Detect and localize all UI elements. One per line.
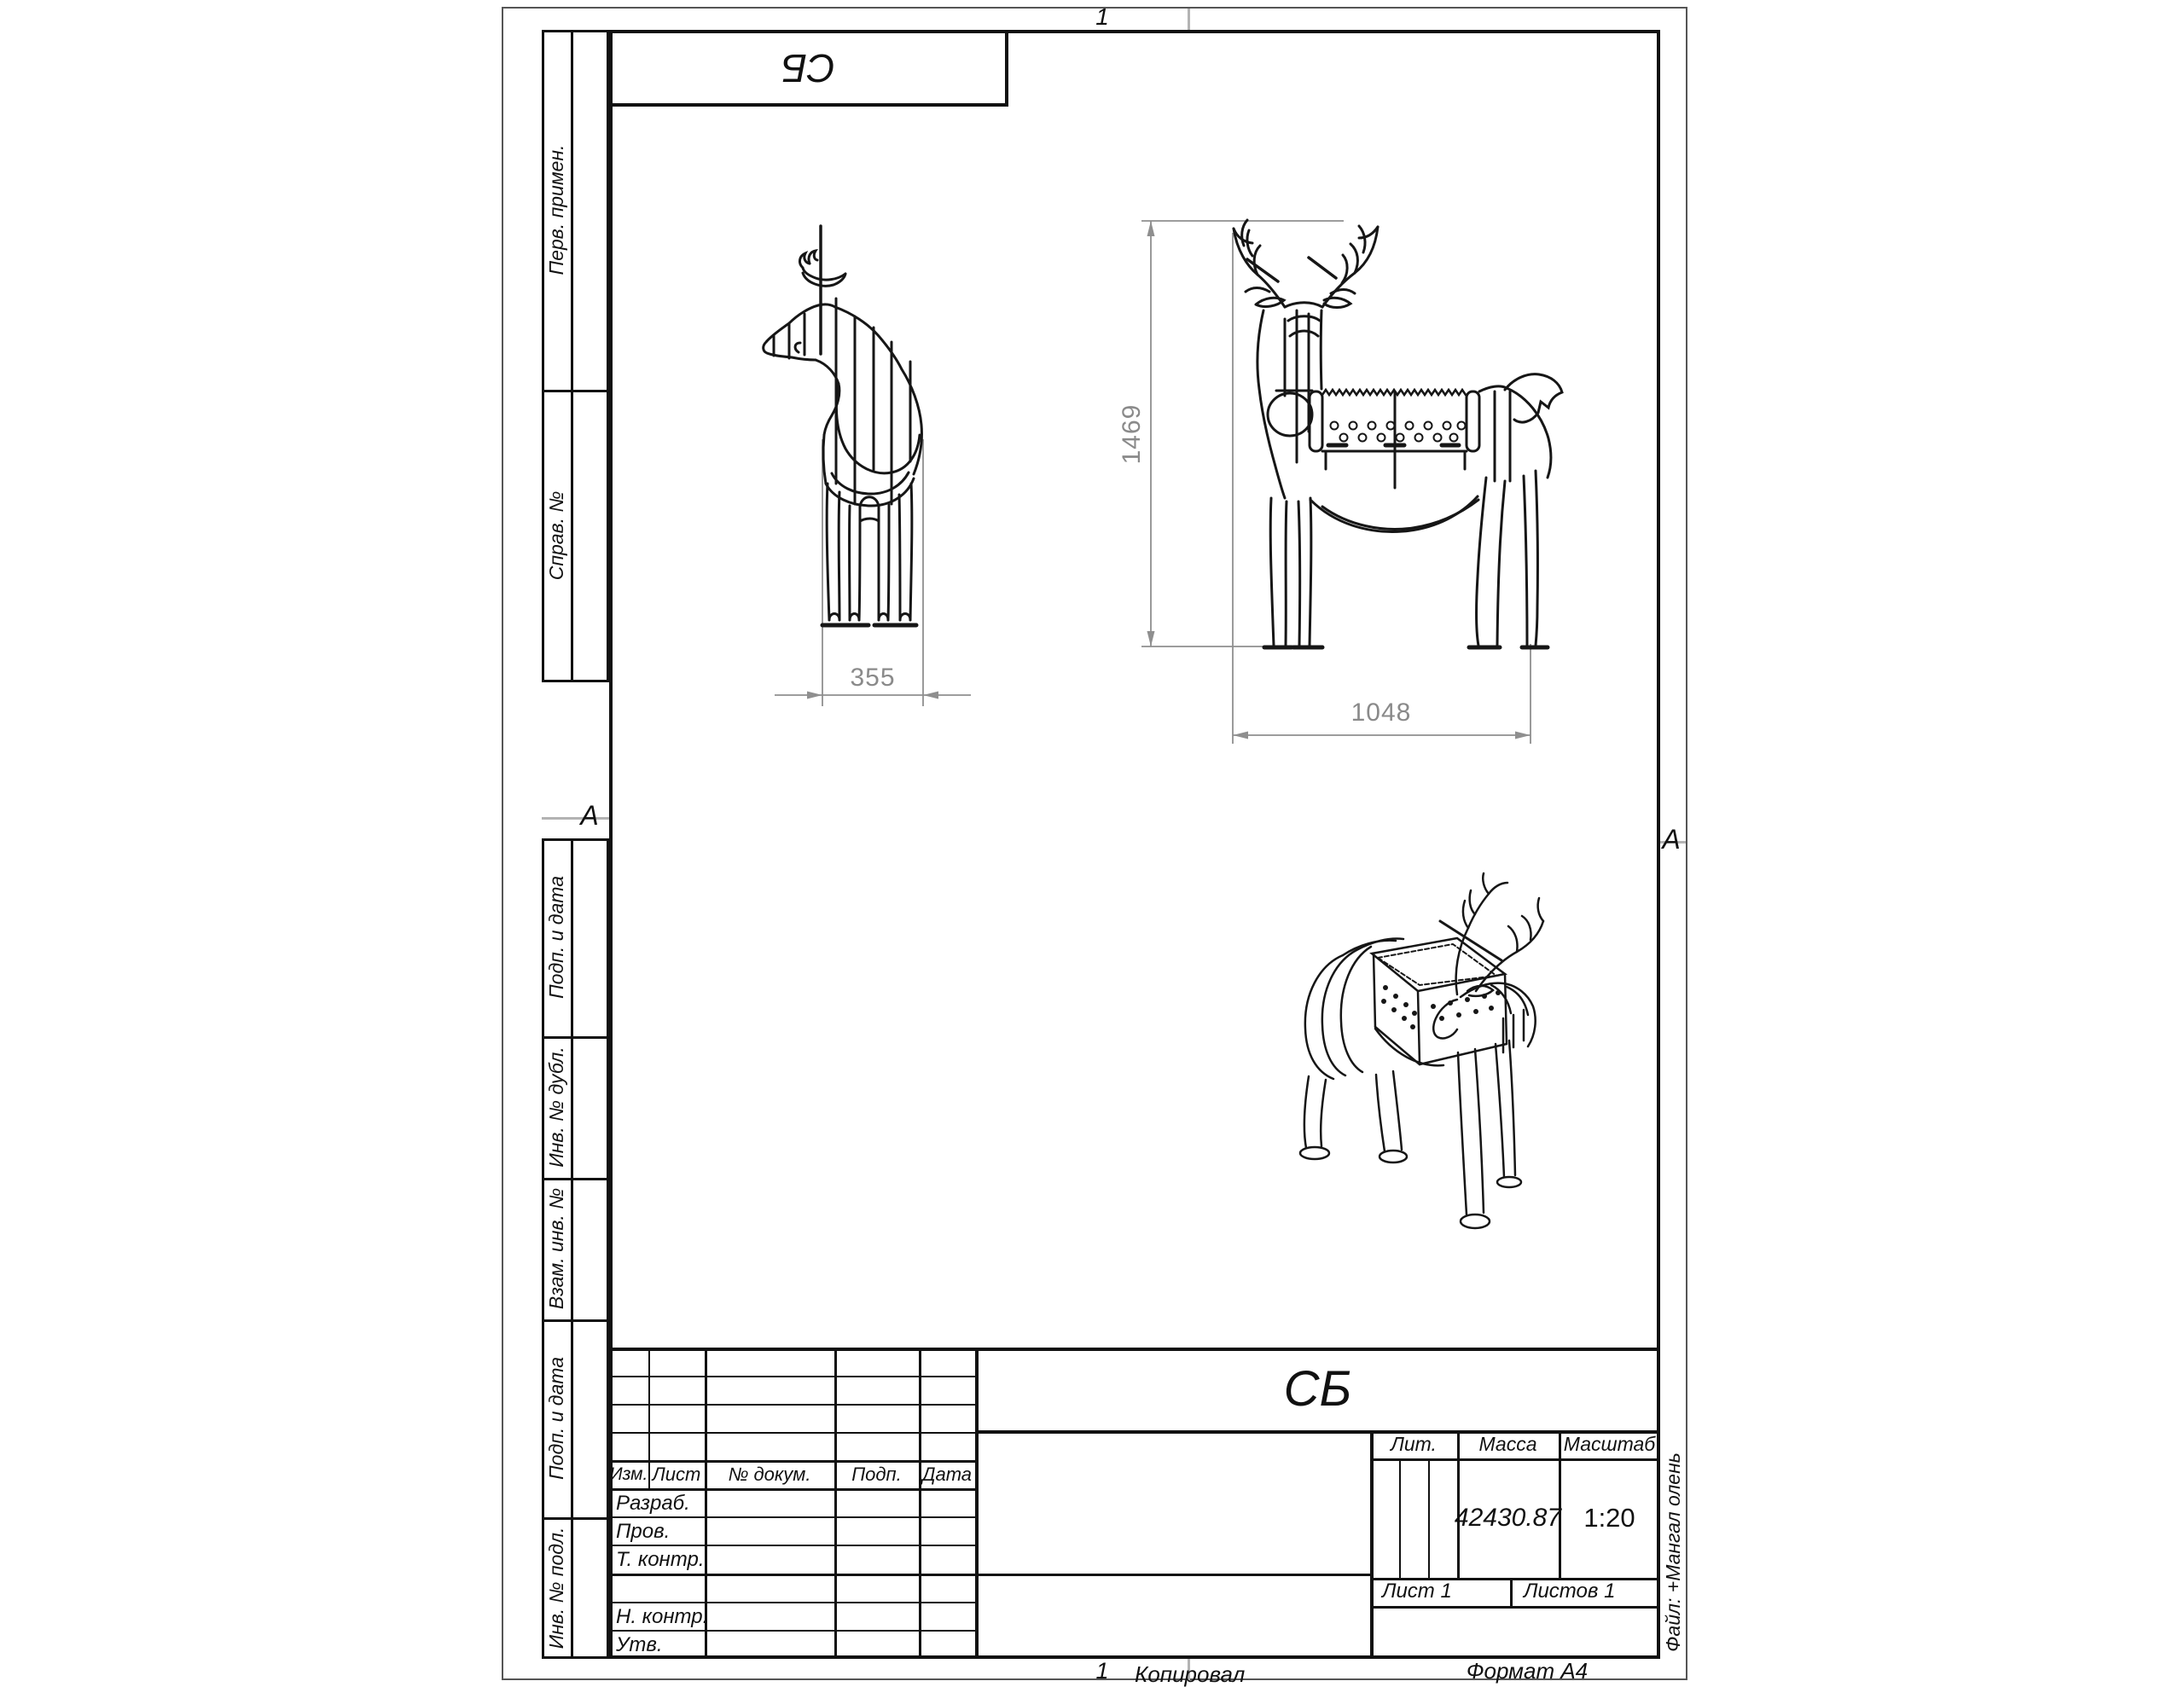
role-n-kontr: Н. контр.	[616, 1605, 709, 1628]
format-label: Формат А4	[1466, 1657, 1589, 1684]
role-prov: Пров.	[616, 1520, 671, 1543]
role-razrab: Разраб.	[616, 1492, 690, 1515]
sidebar-label-podp-data-1: Подп. и дата	[545, 876, 567, 999]
sidebar-label-podp-data-2: Подп. и дата	[545, 1357, 567, 1480]
col-list: Лист	[652, 1463, 701, 1485]
sidebar-cell-line	[542, 390, 609, 392]
scale-label: Масштаб	[1563, 1433, 1656, 1455]
sidebar-label-inv-dubl: Инв. № дубл.	[545, 1046, 567, 1168]
lit-label: Лит.	[1391, 1433, 1437, 1455]
titleblock-line	[1399, 1458, 1401, 1578]
dim-overall-length: 1048	[1350, 699, 1412, 727]
titleblock-line	[1370, 1430, 1374, 1659]
col-sign: Подп.	[851, 1463, 902, 1485]
top-stamp-box	[609, 30, 1008, 107]
zone-number-bottom: 1	[1095, 1657, 1109, 1684]
col-date: Дата	[921, 1463, 973, 1485]
titleblock-line	[1428, 1458, 1430, 1578]
titleblock-line	[834, 1348, 837, 1659]
sidebar-divider-top	[571, 30, 573, 682]
dim-overall-height: 1469	[1118, 403, 1146, 465]
sidebar-label-sprav-no: Справ. №	[545, 490, 567, 581]
sidebar-label-perv-primen: Перв. примен.	[545, 144, 567, 275]
scale-value: 1:20	[1583, 1503, 1635, 1533]
col-doc-no: № докум.	[728, 1463, 811, 1485]
sidebar-divider-bottom	[571, 838, 573, 1659]
titleblock-line	[609, 1574, 1370, 1576]
fold-marker-right: А	[1662, 823, 1681, 855]
mass-value: 42430.87	[1454, 1504, 1562, 1532]
role-t-kontr: Т. контр.	[616, 1548, 705, 1571]
titleblock-line	[919, 1348, 921, 1659]
sidebar-label-vzam-inv: Взам. инв. №	[545, 1187, 567, 1310]
file-note: Файл: +Мангал олень	[1662, 1452, 1684, 1652]
role-utv: Утв.	[616, 1633, 663, 1656]
doc-code: СБ	[1283, 1361, 1352, 1417]
mass-label: Масса	[1478, 1433, 1537, 1455]
sheet-info: Лист 1	[1382, 1580, 1452, 1603]
copied-by-label: Копировал	[1135, 1661, 1246, 1687]
fold-tick-top	[1188, 9, 1190, 30]
col-izm: Изм.	[609, 1464, 648, 1484]
dim-front-width: 355	[850, 664, 896, 692]
titleblock-line	[1510, 1578, 1513, 1606]
sheet-a4	[502, 3, 1687, 1687]
zone-number-top: 1	[1095, 3, 1109, 30]
sheets-info: Листов 1	[1524, 1580, 1616, 1603]
fold-marker-left: А	[580, 799, 599, 831]
sidebar-label-inv-podl: Инв. № подл.	[545, 1527, 567, 1649]
top-stamp-code: СБ	[781, 46, 836, 90]
titleblock-line	[1370, 1606, 1660, 1609]
